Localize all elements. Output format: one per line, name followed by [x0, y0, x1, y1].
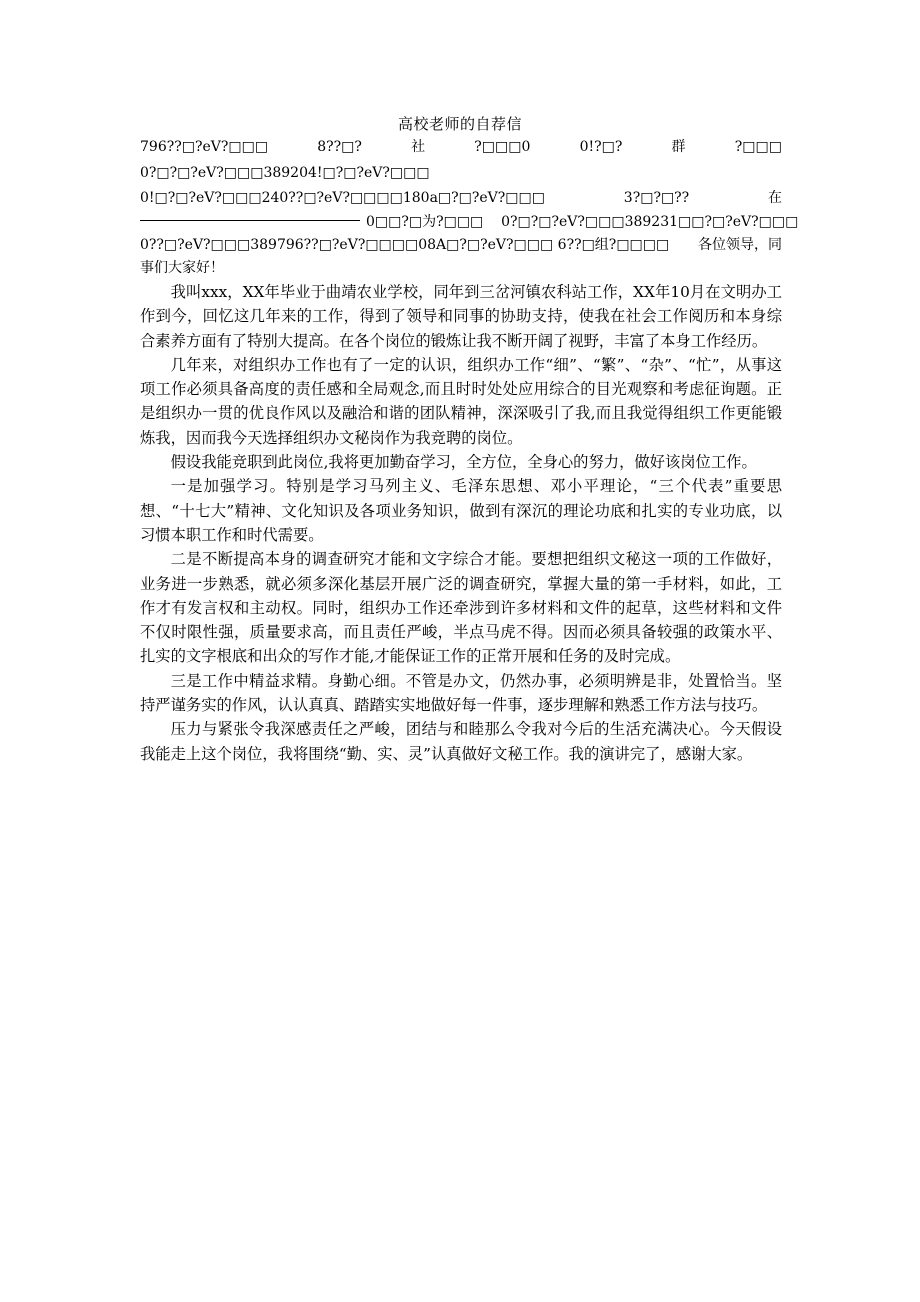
paragraph: 一是加强学习。特别是学习马列主义、毛泽东思想、邓小平理论，“三个代表”重要思想、“十七大”精神、文化知识及各项业务知识，做到有深沉的理论功底和扎实的专业功底，以习惯本职工作和时代需要。	[140, 477, 782, 544]
garbled-fragment: 0!□?□?eV?□□□240??□?eV?□□□□180a□?□?eV?□□□	[140, 190, 545, 206]
garbled-fragment: 0?□?□?eV?□□□389231□□?□?eV?□□□	[501, 214, 799, 230]
garbled-line-1	[140, 137, 782, 157]
paragraph: 二是不断提高本身的调查研究才能和文字综合才能。要想把组织文秘这一项的工作做好，业务进一步熟悉，就必须多深化基层开展广泛的调查研究，掌握大量的第一手材料，如此，工作才有发言权和主动权。同时，组织办工作还牵涉到许多材料和文件的起草，这些材料和文件不仅时限性强，质量要求高，而且责任严峻，半点马虎不得。因而必须具备较强的政策水平、扎实的文字根底和出众的写作才能,才能保证工作的正常开展和任务的及时完成。	[140, 550, 782, 666]
garbled-fragment: 0??□?eV?□□□389796??□?eV?□□□□08A□?□?eV?□□□ 6??□组?□□□□	[140, 237, 670, 253]
document-title: 高校老师的自荐信	[397, 115, 522, 133]
garbled-fragment: ?□□□	[734, 139, 782, 155]
garbled-fragment: 社	[411, 139, 426, 155]
garbled-fragment: 796??□?eV?□□□	[140, 139, 269, 155]
garbled-fragment: 群	[671, 139, 686, 155]
garbled-line-4	[140, 212, 799, 232]
letter-body	[140, 280, 782, 766]
greeting-end: 事们大家好！	[140, 260, 224, 276]
garbled-line-3	[140, 188, 782, 208]
garbled-fragment: ?□□□0	[474, 139, 531, 155]
paragraph: 我叫xxx，XX年毕业于曲靖农业学校，同年到三岔河镇农科站工作，XX年10月在文明办工作到今，回忆这几年来的工作，得到了领导和同事的协助支持，使我在社会工作阅历和本身综合素养方面有了特别大提高。在各个岗位的锻炼让我不断开阔了视野，丰富了本身工作经历。	[140, 283, 782, 350]
garbled-fragment: 在	[768, 190, 782, 206]
horizontal-rule	[140, 220, 360, 221]
garbled-line-2: 0?□?□?eV?□□□389204!□?□?eV?□□□	[140, 165, 430, 181]
garbled-fragment: 0□□?□为?□□□	[366, 214, 484, 230]
garbled-line-5	[140, 235, 782, 255]
greeting-start: 各位领导，同	[698, 237, 782, 253]
paragraph: 假设我能竞职到此岗位,我将更加勤奋学习，全方位，全身心的努力，做好该岗位工作。	[170, 453, 757, 472]
paragraph: 三是工作中精益求精。身勤心细。不管是办文，仍然办事，必须明辨是非，处置恰当。坚持严谨务实的作风，认认真真、踏踏实实地做好每一件事，逐步理解和熟悉工作方法与技巧。	[140, 671, 782, 715]
garbled-fragment: 0!?□?	[579, 139, 623, 155]
garbled-fragment: 3?□?□??	[623, 190, 690, 206]
paragraph: 几年来，对组织办工作也有了一定的认识，组织办工作“细”、“繁”、“杂”、“忙”，从事这项工作必须具备高度的责任感和全局观念,而且时时处处应用综合的目光观察和考虑征询题。正是组织办一贯的优良作风以及融洽和谐的团队精神，深深吸引了我,而且我觉得组织工作更能锻炼我，因而我今天选择组织办文秘岗作为我竞聘的岗位。	[140, 355, 782, 447]
garbled-fragment: 8??□?	[317, 139, 362, 155]
paragraph: 压力与紧张令我深感责任之严峻，团结与和睦那么令我对今后的生活充满决心。今天假设我能走上这个岗位，我将围绕“勤、实、灵”认真做好文秘工作。我的演讲完了，感谢大家。	[140, 720, 782, 763]
